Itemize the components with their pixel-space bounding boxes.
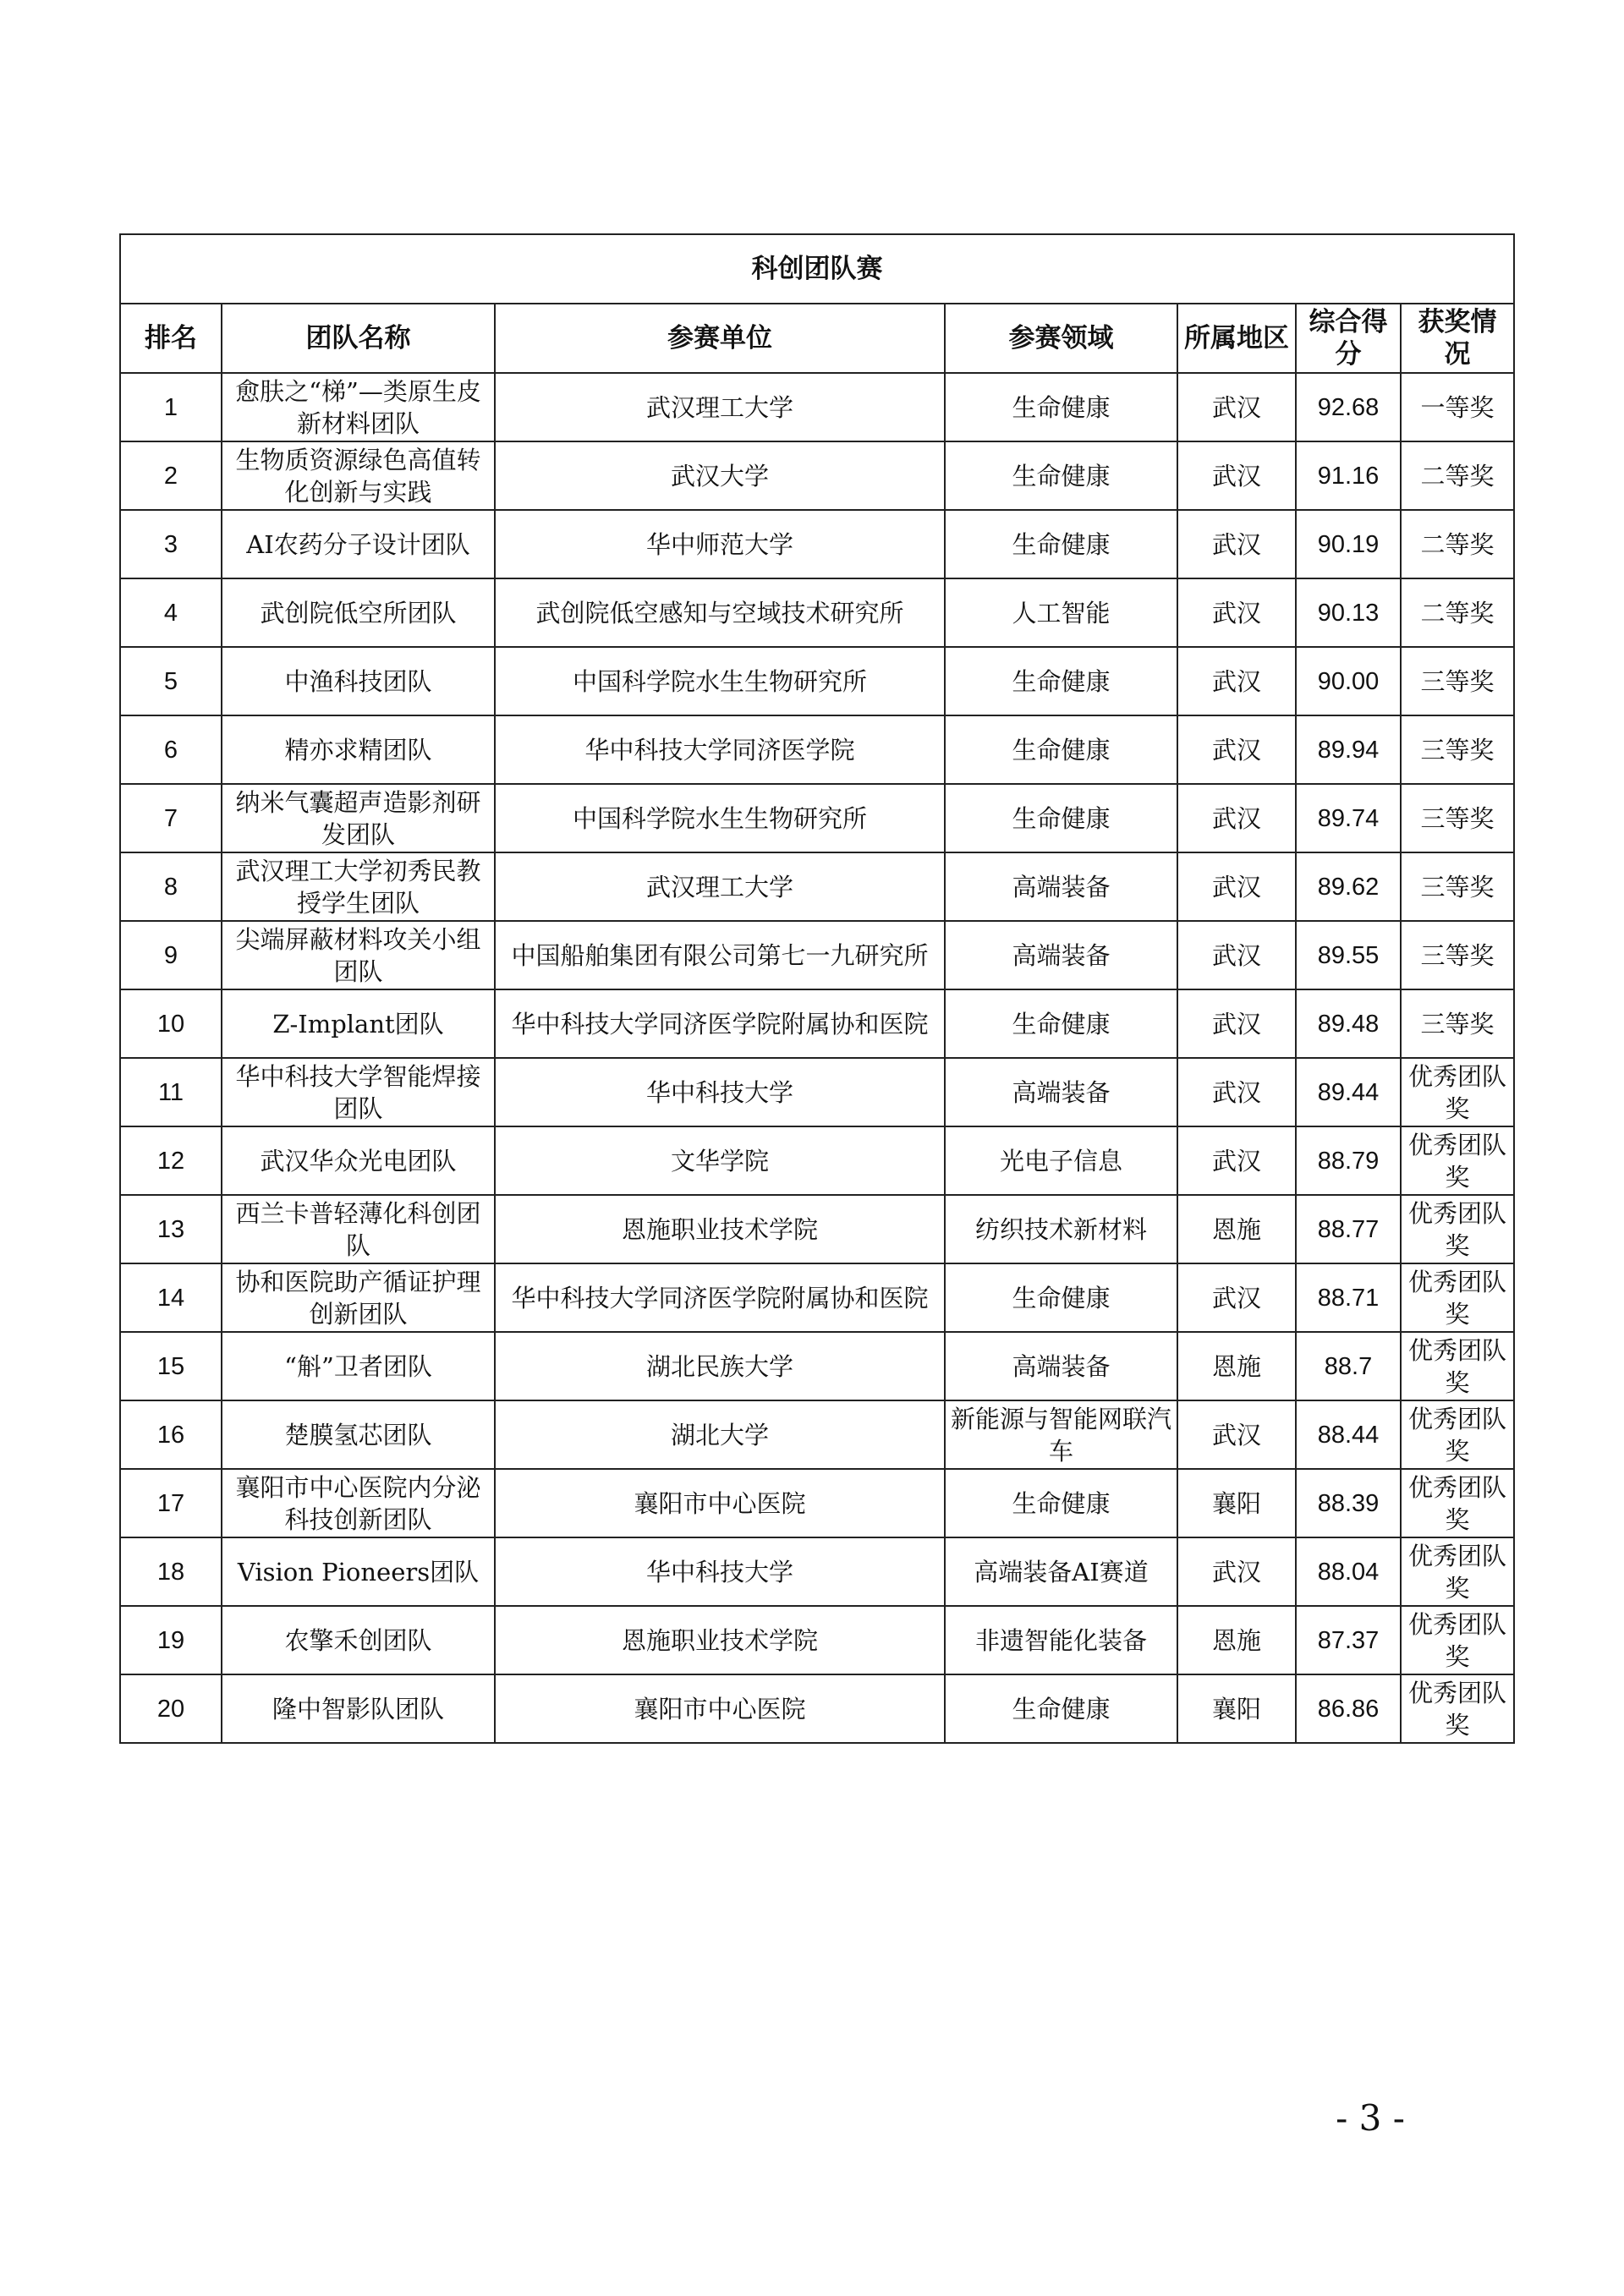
cell-rank: 9: [120, 921, 222, 989]
cell-rank: 17: [120, 1469, 222, 1537]
table-row: [120, 852, 1514, 921]
cell-unit: 华中师范大学: [495, 510, 945, 578]
cell-team: 精亦求精团队: [222, 715, 495, 784]
cell-region: 武汉: [1177, 1400, 1296, 1469]
table-row: [120, 373, 1514, 441]
table-row: [120, 1263, 1514, 1332]
header-award: 获奖情况: [1401, 304, 1514, 373]
cell-unit: 武汉理工大学: [495, 373, 945, 441]
header-unit: 参赛单位: [495, 304, 945, 373]
cell-unit: 华中科技大学: [495, 1537, 945, 1606]
cell-field: 非遗智能化装备: [945, 1606, 1177, 1674]
cell-unit: 华中科技大学: [495, 1058, 945, 1126]
title-row: [120, 234, 1514, 304]
cell-rank: 3: [120, 510, 222, 578]
cell-team: 中渔科技团队: [222, 647, 495, 715]
cell-award: 优秀团队奖: [1401, 1058, 1514, 1126]
cell-field: 生命健康: [945, 1469, 1177, 1537]
table-row: [120, 578, 1514, 647]
cell-region: 武汉: [1177, 373, 1296, 441]
cell-unit: 文华学院: [495, 1126, 945, 1195]
cell-field: 生命健康: [945, 784, 1177, 852]
cell-score: 91.16: [1296, 441, 1401, 510]
table-row: [120, 1469, 1514, 1537]
header-region: 所属地区: [1177, 304, 1296, 373]
cell-unit: 中国船舶集团有限公司第七一九研究所: [495, 921, 945, 989]
cell-region: 武汉: [1177, 715, 1296, 784]
cell-field: 生命健康: [945, 1263, 1177, 1332]
cell-team: Vision Pioneers团队: [222, 1537, 495, 1606]
cell-award: 优秀团队奖: [1401, 1469, 1514, 1537]
cell-field: 光电子信息: [945, 1126, 1177, 1195]
cell-score: 88.71: [1296, 1263, 1401, 1332]
cell-field: 生命健康: [945, 1674, 1177, 1743]
cell-field: 高端装备: [945, 1332, 1177, 1400]
cell-region: 武汉: [1177, 989, 1296, 1058]
cell-unit: 武汉大学: [495, 441, 945, 510]
cell-team: “斛”卫者团队: [222, 1332, 495, 1400]
header-field: 参赛领域: [945, 304, 1177, 373]
cell-region: 武汉: [1177, 441, 1296, 510]
cell-region: 恩施: [1177, 1332, 1296, 1400]
cell-rank: 6: [120, 715, 222, 784]
cell-award: 优秀团队奖: [1401, 1674, 1514, 1743]
table-row: [120, 1058, 1514, 1126]
cell-team: 华中科技大学智能焊接团队: [222, 1058, 495, 1126]
cell-rank: 2: [120, 441, 222, 510]
cell-region: 武汉: [1177, 510, 1296, 578]
results-table: [119, 233, 1515, 1744]
cell-field: 生命健康: [945, 441, 1177, 510]
cell-team: 西兰卡普轻薄化科创团队: [222, 1195, 495, 1263]
cell-field: 生命健康: [945, 373, 1177, 441]
cell-score: 90.19: [1296, 510, 1401, 578]
cell-field: 生命健康: [945, 715, 1177, 784]
cell-region: 武汉: [1177, 1263, 1296, 1332]
cell-award: 二等奖: [1401, 441, 1514, 510]
table-row: [120, 1332, 1514, 1400]
cell-team: 楚膜氢芯团队: [222, 1400, 495, 1469]
cell-team: 生物质资源绿色高值转化创新与实践: [222, 441, 495, 510]
table-row: [120, 441, 1514, 510]
table-title: 科创团队赛: [120, 234, 1514, 304]
cell-rank: 12: [120, 1126, 222, 1195]
cell-award: 二等奖: [1401, 578, 1514, 647]
cell-score: 89.55: [1296, 921, 1401, 989]
cell-unit: 华中科技大学同济医学院: [495, 715, 945, 784]
cell-unit: 湖北民族大学: [495, 1332, 945, 1400]
cell-region: 武汉: [1177, 1537, 1296, 1606]
cell-score: 87.37: [1296, 1606, 1401, 1674]
cell-score: 88.39: [1296, 1469, 1401, 1537]
cell-score: 90.00: [1296, 647, 1401, 715]
cell-rank: 16: [120, 1400, 222, 1469]
cell-region: 武汉: [1177, 852, 1296, 921]
header-score: 综合得分: [1296, 304, 1401, 373]
cell-score: 88.04: [1296, 1537, 1401, 1606]
cell-score: 89.74: [1296, 784, 1401, 852]
cell-region: 武汉: [1177, 1058, 1296, 1126]
cell-unit: 恩施职业技术学院: [495, 1195, 945, 1263]
cell-team: 襄阳市中心医院内分泌科技创新团队: [222, 1469, 495, 1537]
cell-award: 优秀团队奖: [1401, 1195, 1514, 1263]
cell-team: 隆中智影队团队: [222, 1674, 495, 1743]
cell-region: 恩施: [1177, 1606, 1296, 1674]
cell-region: 武汉: [1177, 647, 1296, 715]
cell-region: 武汉: [1177, 784, 1296, 852]
cell-field: 生命健康: [945, 989, 1177, 1058]
cell-rank: 10: [120, 989, 222, 1058]
cell-score: 88.44: [1296, 1400, 1401, 1469]
cell-award: 优秀团队奖: [1401, 1332, 1514, 1400]
cell-team: 武汉理工大学初秀民教授学生团队: [222, 852, 495, 921]
cell-rank: 20: [120, 1674, 222, 1743]
cell-team: 武创院低空所团队: [222, 578, 495, 647]
header-team: 团队名称: [222, 304, 495, 373]
table-row: [120, 1195, 1514, 1263]
cell-unit: 湖北大学: [495, 1400, 945, 1469]
cell-rank: 4: [120, 578, 222, 647]
cell-rank: 19: [120, 1606, 222, 1674]
cell-rank: 15: [120, 1332, 222, 1400]
table-row: [120, 1674, 1514, 1743]
cell-field: 新能源与智能网联汽车: [945, 1400, 1177, 1469]
cell-award: 三等奖: [1401, 784, 1514, 852]
cell-rank: 18: [120, 1537, 222, 1606]
cell-region: 武汉: [1177, 1126, 1296, 1195]
header-rank: 排名: [120, 304, 222, 373]
table-row: [120, 510, 1514, 578]
cell-field: 生命健康: [945, 647, 1177, 715]
cell-unit: 武创院低空感知与空域技术研究所: [495, 578, 945, 647]
cell-field: 高端装备: [945, 921, 1177, 989]
cell-unit: 襄阳市中心医院: [495, 1674, 945, 1743]
cell-rank: 1: [120, 373, 222, 441]
cell-team: 协和医院助产循证护理创新团队: [222, 1263, 495, 1332]
cell-field: 高端装备: [945, 852, 1177, 921]
cell-score: 89.48: [1296, 989, 1401, 1058]
table-row: [120, 1400, 1514, 1469]
cell-rank: 13: [120, 1195, 222, 1263]
cell-region: 武汉: [1177, 578, 1296, 647]
cell-award: 三等奖: [1401, 647, 1514, 715]
table-body: [120, 373, 1514, 1743]
table-row: [120, 647, 1514, 715]
cell-rank: 11: [120, 1058, 222, 1126]
cell-team: Z-Implant团队: [222, 989, 495, 1058]
cell-score: 88.79: [1296, 1126, 1401, 1195]
table-row: [120, 1126, 1514, 1195]
cell-score: 88.77: [1296, 1195, 1401, 1263]
cell-team: 尖端屏蔽材料攻关小组团队: [222, 921, 495, 989]
table-row: [120, 921, 1514, 989]
table-row: [120, 784, 1514, 852]
cell-region: 武汉: [1177, 921, 1296, 989]
cell-field: 高端装备: [945, 1058, 1177, 1126]
cell-award: 优秀团队奖: [1401, 1606, 1514, 1674]
table-row: [120, 1606, 1514, 1674]
cell-award: 一等奖: [1401, 373, 1514, 441]
cell-unit: 襄阳市中心医院: [495, 1469, 945, 1537]
table-row: [120, 989, 1514, 1058]
cell-field: 生命健康: [945, 510, 1177, 578]
cell-field: 高端装备AI赛道: [945, 1537, 1177, 1606]
cell-score: 90.13: [1296, 578, 1401, 647]
cell-award: 优秀团队奖: [1401, 1537, 1514, 1606]
cell-rank: 7: [120, 784, 222, 852]
cell-score: 88.7: [1296, 1332, 1401, 1400]
cell-score: 86.86: [1296, 1674, 1401, 1743]
cell-team: 愈肤之“梯”—类原生皮新材料团队: [222, 373, 495, 441]
cell-score: 92.68: [1296, 373, 1401, 441]
cell-award: 二等奖: [1401, 510, 1514, 578]
cell-score: 89.62: [1296, 852, 1401, 921]
cell-unit: 武汉理工大学: [495, 852, 945, 921]
cell-region: 恩施: [1177, 1195, 1296, 1263]
cell-unit: 华中科技大学同济医学院附属协和医院: [495, 1263, 945, 1332]
cell-rank: 5: [120, 647, 222, 715]
cell-team: AI农药分子设计团队: [222, 510, 495, 578]
cell-region: 襄阳: [1177, 1469, 1296, 1537]
table-row: [120, 715, 1514, 784]
cell-award: 优秀团队奖: [1401, 1126, 1514, 1195]
cell-award: 三等奖: [1401, 715, 1514, 784]
cell-team: 武汉华众光电团队: [222, 1126, 495, 1195]
cell-team: 纳米气囊超声造影剂研发团队: [222, 784, 495, 852]
cell-award: 三等奖: [1401, 921, 1514, 989]
page-number: - 3 -: [1336, 2097, 1405, 2139]
cell-score: 89.44: [1296, 1058, 1401, 1126]
cell-award: 优秀团队奖: [1401, 1263, 1514, 1332]
cell-region: 襄阳: [1177, 1674, 1296, 1743]
cell-unit: 恩施职业技术学院: [495, 1606, 945, 1674]
table-row: [120, 1537, 1514, 1606]
cell-award: 三等奖: [1401, 852, 1514, 921]
cell-rank: 8: [120, 852, 222, 921]
cell-team: 农擎禾创团队: [222, 1606, 495, 1674]
cell-rank: 14: [120, 1263, 222, 1332]
cell-score: 89.94: [1296, 715, 1401, 784]
cell-unit: 中国科学院水生生物研究所: [495, 647, 945, 715]
cell-field: 人工智能: [945, 578, 1177, 647]
cell-field: 纺织技术新材料: [945, 1195, 1177, 1263]
header-row: [120, 304, 1514, 373]
cell-award: 优秀团队奖: [1401, 1400, 1514, 1469]
cell-unit: 华中科技大学同济医学院附属协和医院: [495, 989, 945, 1058]
cell-award: 三等奖: [1401, 989, 1514, 1058]
cell-unit: 中国科学院水生生物研究所: [495, 784, 945, 852]
